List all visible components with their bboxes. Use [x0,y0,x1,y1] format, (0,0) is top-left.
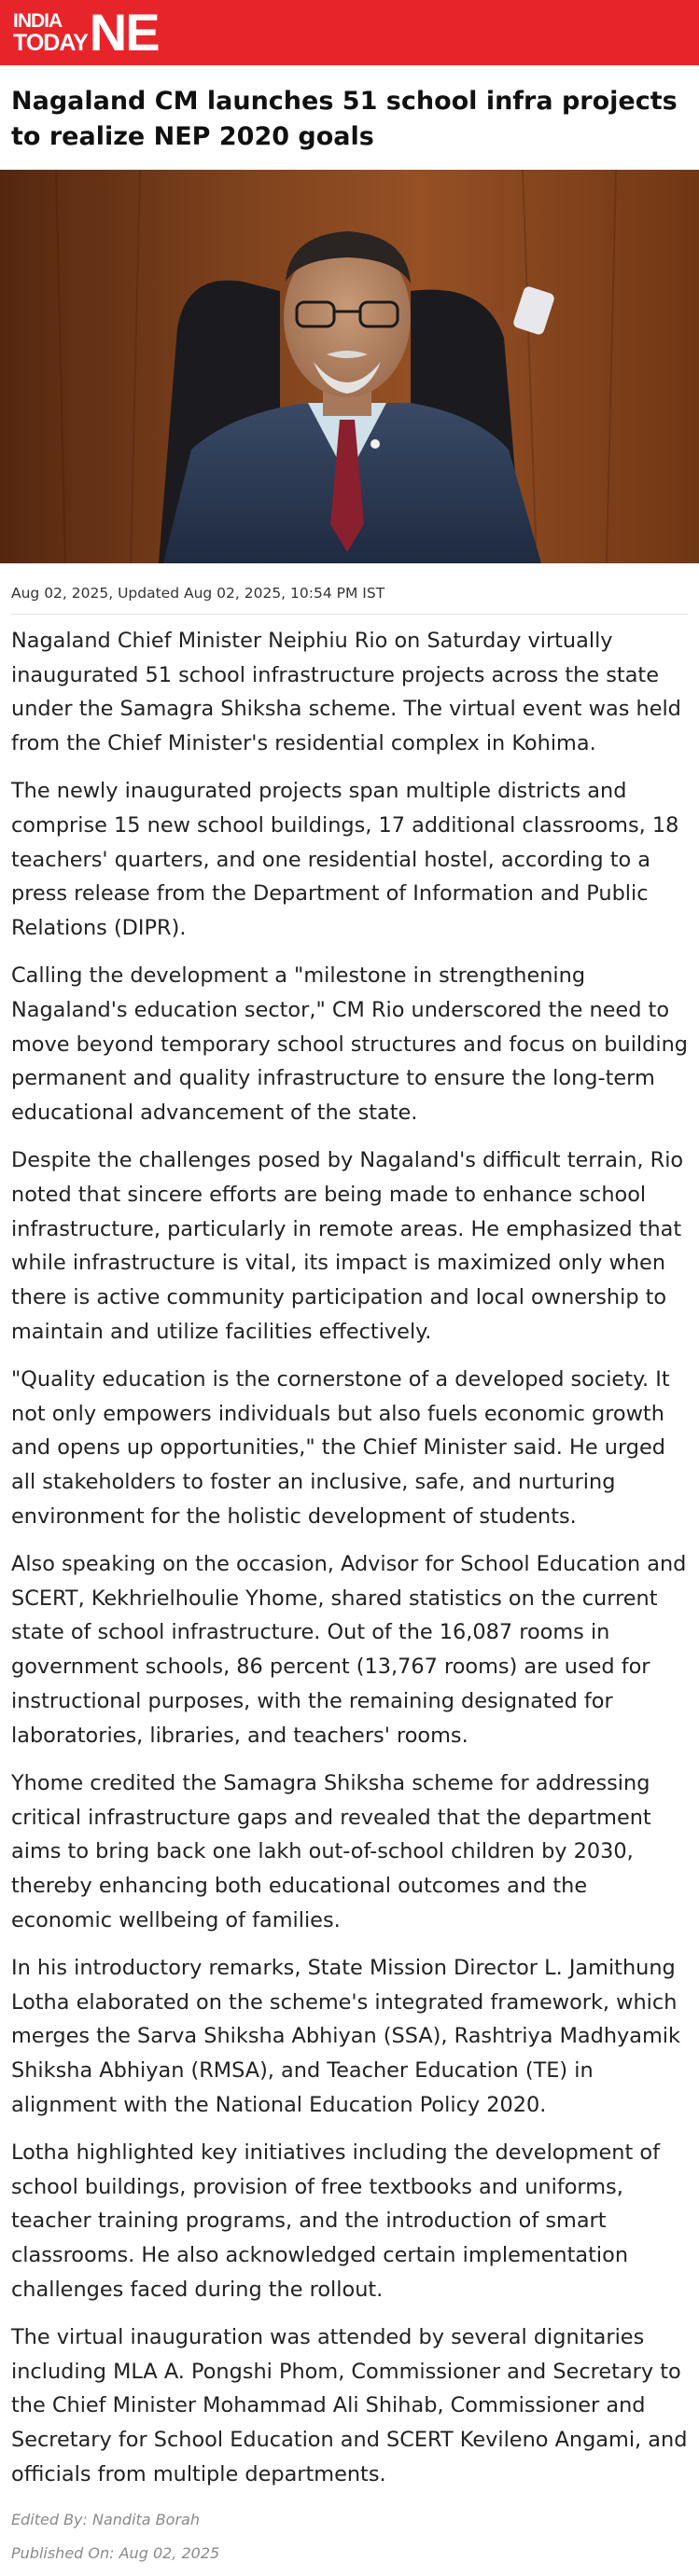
article-paragraph: Lotha highlighted key initiatives including the development of school buildings, provision of free textbooks and uniforms, teacher training programs, and the introduction of smart classrooms. He also acknowledged certain implementation challenges faced during the rollout. [11,2140,660,2302]
article-paragraph: Nagaland Chief Minister Neiphiu Rio on Saturday virtually inaugurated 51 school infrastructure projects across the state under the Samagra Shiksha scheme. The virtual event was held from the Chief Minister's residential complex in Kohima. [11,629,681,756]
published-on: Published On: Aug 02, 2025 [11,2543,220,2562]
article-paragraph: Also speaking on the occasion, Advisor for School Education and SCERT, Kekhrielhoulie Yhome, shared statistics on the current state of school infrastructure. Out of the 16,087 rooms in government schools, 86 percent (13,767 rooms) are used for instructional purposes, with the remaining designated for laboratories, libraries, and teachers' rooms. [11,1552,687,1748]
article-paragraph: "Quality education is the cornerstone of a developed society. It not only empowers individuals but also fuels economic growth and opens up opportunities," the Chief Minister said. He urged all stakeholders to foster an inclusive, safe, and nurturing environment for the holistic development of students. [11,1367,670,1529]
article-body [0,624,699,2491]
logo-wordmark [13,11,88,55]
logo-line-india: INDIA [13,9,63,32]
article-meta [0,2503,699,2570]
article-paragraph: The virtual inauguration was attended by several dignitaries including MLA A. Pongshi Phom, Commissioner and Secretary to the Chief Minister Mohammad Ali Shihab, Commissioner and Secretary for School Education and SCERT Kevileno Angami, and officials from multiple departments. [11,2324,688,2486]
logo-ne: NE [89,3,159,62]
article-paragraph: Despite the challenges posed by Nagaland's difficult terrain, Rio noted that sincere efforts are being made to enhance school infrastructure, particularly in remote areas. He emphasized that while infrastructure is vital, its impact is maximized only when there is active community participation and local ownership to maintain and utilize facilities effectively. [11,1148,684,1344]
date-divider [11,614,688,615]
article-paragraph: Calling the development a "milestone in strengthening Nagaland's education sector," CM Rio underscored the need to move beyond temporary school structures and focus on building permanent and quality infrastructure to ensure the long-term educational advancement of the state. [11,963,688,1126]
article-paragraph: In his introductory remarks, State Mission Director L. Jamithung Lotha elaborated on the scheme's integrated framework, which merges the Sarva Shiksha Abhiyan (SSA), Rashtriya Madhyamik Shiksha Abhiyan (RMSA), and Teacher Education (TE) in alignment with the National Education Policy 2020. [11,1955,680,2117]
india-today-ne-logo[interactable] [13,3,159,62]
article-hero-image [0,170,699,563]
edited-by: Edited By: Nandita Borah [11,2510,200,2528]
article-paragraph: Yhome credited the Samagra Shiksha scheme for addressing critical infrastructure gaps and revealed that the department aims to bring back one lakh out-of-school children by 2030, thereby enhancing both educational outcomes and the economic wellbeing of families. [11,1770,651,1932]
article-paragraph: The newly inaugurated projects span multiple districts and comprise 15 new school buildings, 17 additional classrooms, 18 teachers' quarters, and one residential hostel, according to a press release from the Department of Information and Public Relations (DIPR). [11,779,679,941]
logo-line-today: TODAY [13,29,88,56]
article-date: Aug 02, 2025, Updated Aug 02, 2025, 10:54 PM IST [11,585,385,602]
article-headline: Nagaland CM launches 51 school infra projects to realize NEP 2020 goals [11,87,678,151]
site-header [0,0,699,65]
